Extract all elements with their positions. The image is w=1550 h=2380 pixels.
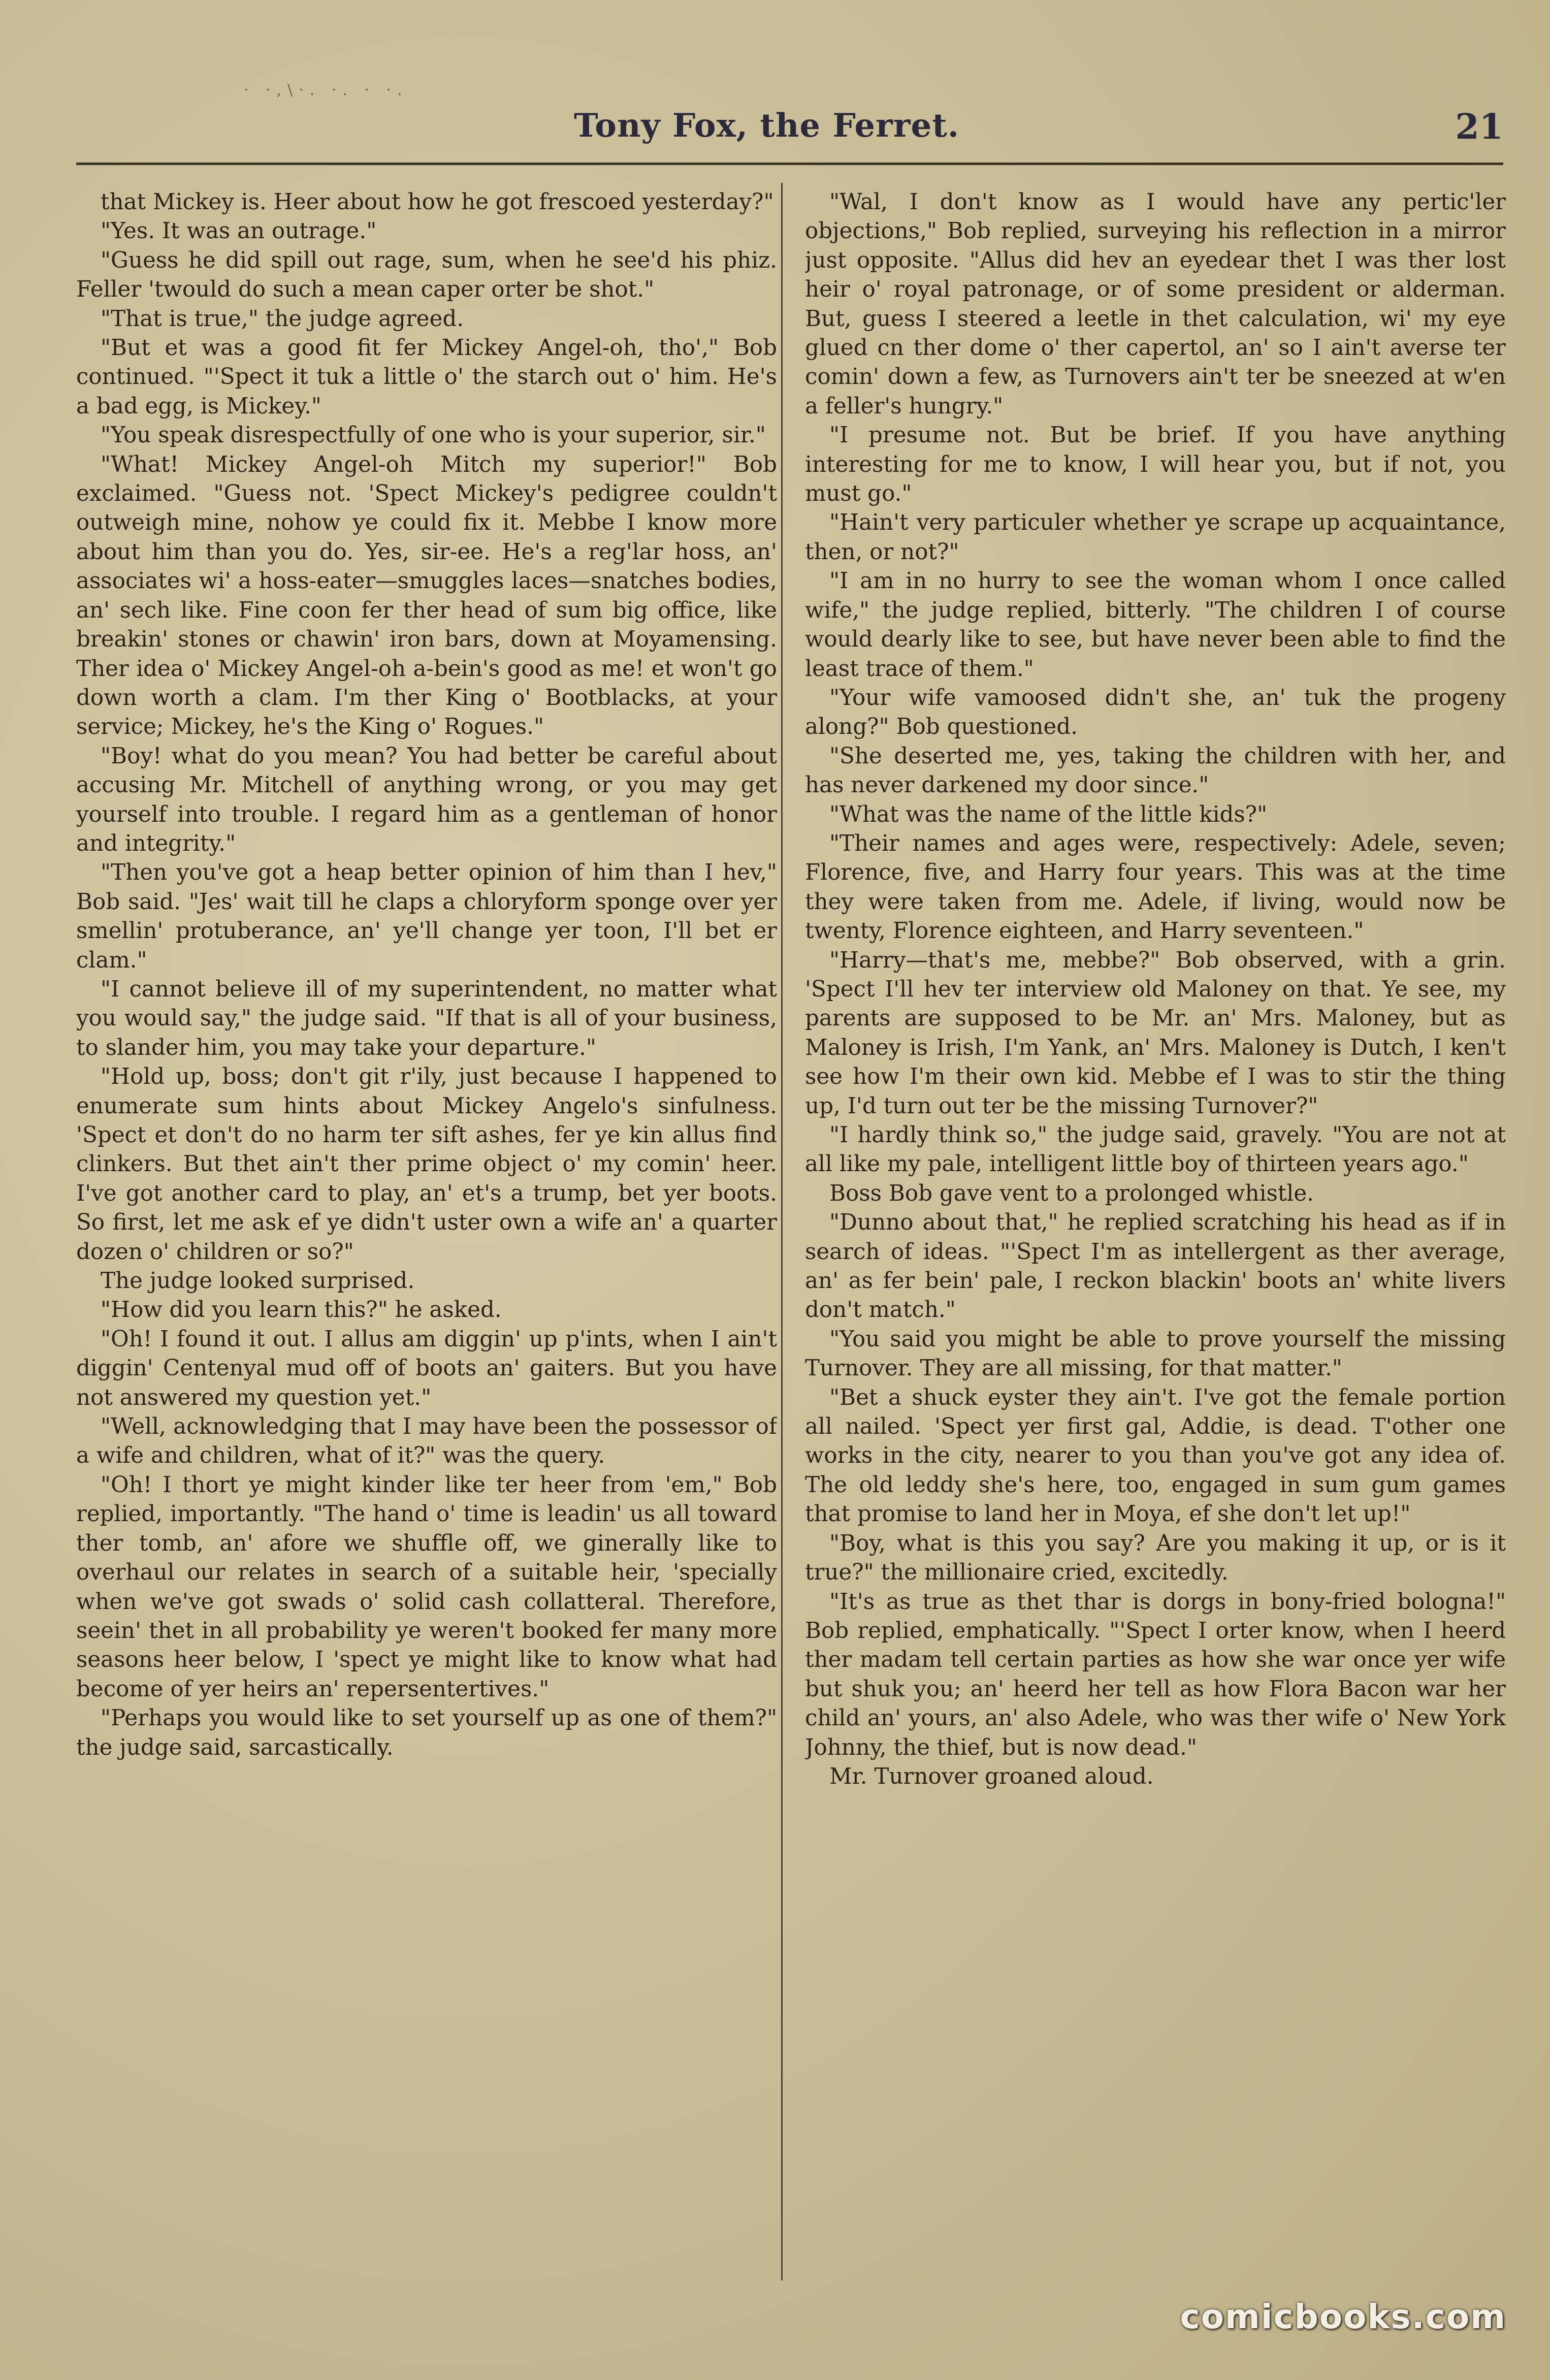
left-column bbox=[76, 188, 777, 2286]
paragraph: "I am in no hurry to see the woman whom I once called wife," the judge replied, bitterly. "The children I of course would dearly like to see, but have never been able to find the least trace of them." bbox=[805, 568, 1506, 682]
paragraph: "I presume not. But be brief. If you have anything interesting for me to know, I will hear you, but if not, you must go." bbox=[805, 423, 1506, 507]
paragraph: "You speak disrespectfully of one who is your superior, sir." bbox=[101, 423, 766, 448]
page-number: 21 bbox=[1455, 107, 1503, 147]
paragraph: "Hain't very particuler whether ye scrape up acquaintance, then, or not?" bbox=[805, 510, 1506, 565]
paragraph: "How did you learn this?" he asked. bbox=[101, 1297, 502, 1323]
paragraph: "It's as true as thet thar is dorgs in bony-fried bologna!" Bob replied, emphatically. "'Spect I orter know, when I heerd ther madam tell certain parties as how she war once yer wife but shuk you; an' heerd her tell as how Flora Bacon war her child an' yours, an' also Adele, who was ther wife o' New York Johnny, the thief, but is now dead." bbox=[805, 1589, 1506, 1760]
paragraph: "Guess he did spill out rage, sum, when he see'd his phiz. Feller 'twould do such a mean caper orter be shot." bbox=[76, 247, 777, 303]
watermark-logo: comicbooks.com bbox=[1180, 2297, 1506, 2336]
paragraph: Boss Bob gave vent to a prolonged whistle. bbox=[829, 1180, 1314, 1206]
paragraph: "I hardly think so," the judge said, gravely. "You are not at all like my pale, intelligent little boy of thirteen years ago." bbox=[805, 1122, 1506, 1177]
paragraph: "Yes. It was an outrage." bbox=[101, 218, 377, 244]
paragraph: "I cannot believe ill of my superintendent, no matter what you would say," the judge said. "If that is all of your business, to slander him, you may take your departure." bbox=[76, 976, 777, 1060]
paragraph: "You said you might be able to prove yourself the missing Turnover. They are all missing, for that matter." bbox=[805, 1326, 1506, 1381]
paragraph: The judge looked surprised. bbox=[101, 1268, 415, 1294]
paragraph: "But et was a good fit fer Mickey Angel-oh, tho'," Bob continued. "'Spect it tuk a little o' the starch out o' him. He's a bad egg, is Mickey." bbox=[76, 335, 777, 419]
paragraph: "Perhaps you would like to set yourself up as one of them?" the judge said, sarcastically. bbox=[76, 1706, 777, 1760]
paragraph: "Their names and ages were, respectively: Adele, seven; Florence, five, and Harry four years. This was at the time they were taken from me. Adele, if living, would now be twenty, Florence eighteen, and Harry seventeen." bbox=[805, 830, 1506, 944]
paragraph: "What was the name of the little kids?" bbox=[829, 801, 1268, 827]
paragraph: "Dunno about that," he replied scratching his head as if in search of ideas. "'Spect I'm as intellergent as ther average, an' as fer bein' pale, I reckon blackin' boots an' white livers don't match." bbox=[805, 1210, 1506, 1323]
paragraph: "Oh! I found it out. I allus am diggin' up p'ints, when I ain't diggin' Centenyal mud off of boots an' gaiters. But you have not answered my question yet." bbox=[76, 1326, 777, 1410]
paragraph: "She deserted me, yes, taking the children with her, and has never darkened my door since." bbox=[805, 743, 1506, 798]
paragraph: "Boy! what do you mean? You had better be careful about accusing Mr. Mitchell of anything wrong, or you may get yourself into trouble. I regard him as a gentleman of honor and integrity." bbox=[76, 743, 777, 856]
column-divider bbox=[781, 183, 783, 2280]
header-rule bbox=[76, 163, 1503, 165]
paragraph: Mr. Turnover groaned aloud. bbox=[829, 1763, 1154, 1789]
print-specks: · ·,\·. ·. · ·. bbox=[244, 81, 408, 99]
paragraph: "Oh! I thort ye might kinder like ter heer from 'em," Bob replied, importantly. "The hand o' time is leadin' us all toward ther tomb, an' afore we shuffle off, we ginerally like to overhaul our relates in search of a suitable heir, 'specially when we've got swads o' solid cash collatteral. Therefore, seein' thet in all probability ye weren't booked fer many more seasons heer below, I 'spect ye might like to know what had become of yer heirs an' repersentertives." bbox=[76, 1472, 777, 1702]
right-column bbox=[805, 188, 1506, 2286]
paragraph: "Hold up, boss; don't git r'ily, just because I happened to enumerate sum hints about Mickey Angelo's sinfulness. 'Spect et don't do no harm ter sift ashes, fer ye kin allus find clinkers. But thet ain't ther prime object o' my comin' heer. I've got another card to play, an' et's a trump, bet yer boots. So first, let me ask ef ye didn't uster own a wife an' a quarter dozen o' children or so?" bbox=[76, 1064, 777, 1265]
paragraph: "What! Mickey Angel-oh Mitch my superior!" Bob exclaimed. "Guess not. 'Spect Mickey's pedigree couldn't outweigh mine, nohow ye could fix it. Mebbe I know more about him than you do. Yes, sir-ee. He's a reg'lar hoss, an' associates wi' a hoss-eater—smuggles laces—snatches bodies, an' sech like. Fine coon fer ther head of sum big office, like breakin' stones or chawin' iron bars, down at Moyamensing. Ther idea o' Mickey Angel-oh a-bein's good as me! et won't go down worth a clam. I'm ther King o' Bootblacks, at your service; Mickey, he's the King o' Rogues." bbox=[76, 452, 777, 740]
paragraph: "Well, acknowledging that I may have been the possessor of a wife and children, what of it?" was the query. bbox=[76, 1414, 777, 1469]
page-header bbox=[76, 102, 1503, 168]
paragraph: "Harry—that's me, mebbe?" Bob observed, with a grin. 'Spect I'll hev ter interview old Maloney on that. Ye see, my parents are supposed to be Mr. an' Mrs. Maloney, but as Maloney is Irish, I'm Yank, an' Mrs. Maloney is Dutch, I ken't see how I'm their own kid. Mebbe ef I was to stir the thing up, I'd turn out ter be the missing Turnover?" bbox=[805, 947, 1506, 1119]
running-title: Tony Fox, the Ferret. bbox=[574, 107, 960, 145]
paragraph: "Wal, I don't know as I would have any pertic'ler objections," Bob replied, surveying his reflection in a mirror just opposite. "Allus did hev an eyedear thet I was ther lost heir o' royal patronage, or of some president or alderman. But, guess I steered a leetle in thet calculation, wi' my eye glued cn ther dome o' ther capertol, an' so I ain't averse ter comin' down a few, as Turnovers ain't ter be sneezed at w'en a feller's hungry." bbox=[805, 189, 1506, 419]
paragraph: "Bet a shuck eyster they ain't. I've got the female portion all nailed. 'Spect yer first gal, Addie, is dead. T'other one works in the city, nearer to you than you've got any idea of. The old leddy she's here, too, engaged in sum gum games that promise to land her in Moya, ef she don't let up!" bbox=[805, 1385, 1506, 1527]
paragraph: "Your wife vamoosed didn't she, an' tuk the progeny along?" Bob questioned. bbox=[805, 685, 1506, 740]
paragraph: "That is true," the judge agreed. bbox=[101, 306, 464, 332]
paragraph: "Then you've got a heap better opinion of him than I hev," Bob said. "Jes' wait till he claps a chloryform sponge over yer smellin' protuberance, an' ye'll change yer toon, I'll bet er clam." bbox=[76, 860, 777, 973]
paragraph: that Mickey is. Heer about how he got frescoed yesterday?" bbox=[101, 189, 774, 215]
paragraph: "Boy, what is this you say? Are you making it up, or is it true?" the millionaire cried, excitedly. bbox=[805, 1530, 1506, 1586]
